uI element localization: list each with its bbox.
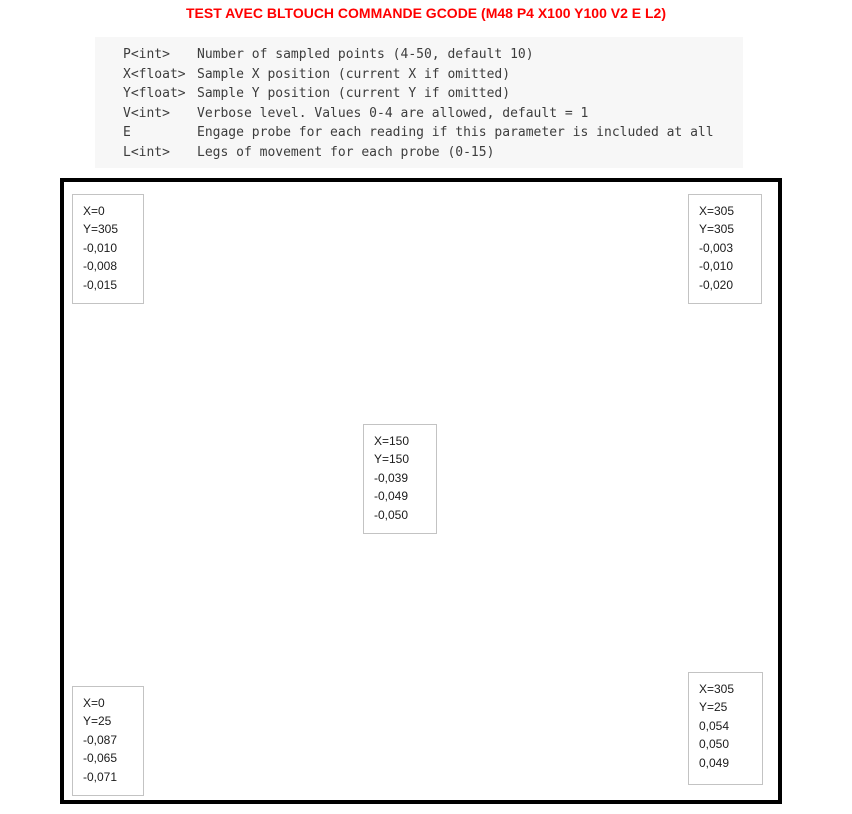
param-name: L<int> (123, 144, 170, 160)
probe-reading: -0,087 (83, 732, 118, 747)
probe-reading: -0,039 (374, 470, 409, 485)
probe-reading: 0,050 (699, 737, 730, 752)
probe-coord-x: X=305 (699, 204, 735, 218)
param-row-e (123, 123, 743, 143)
probe-reading: -0,003 (699, 240, 734, 255)
probe-reading: 0,054 (699, 718, 730, 733)
probe-point-top-right (688, 194, 762, 304)
gcode-parameter-legend (95, 37, 743, 168)
probe-reading: -0,020 (699, 277, 734, 292)
probe-reading: 0,049 (699, 755, 730, 770)
probe-coord-y: Y=150 (374, 452, 410, 467)
probe-coord-y: Y=305 (699, 222, 735, 237)
probe-point-top-left (72, 194, 144, 304)
probe-reading: -0,049 (374, 489, 409, 504)
param-description: Verbose level. Values 0-4 are allowed, default = 1 (197, 105, 589, 121)
probe-point-bottom-right (688, 672, 763, 785)
param-name: Y<float> (123, 86, 186, 102)
probe-reading: -0,010 (699, 259, 734, 274)
param-description: Sample Y position (current Y if omitted) (197, 86, 511, 102)
probe-coord-y: Y=25 (83, 714, 112, 729)
probe-reading: -0,010 (83, 240, 118, 255)
probe-reading: -0,015 (83, 277, 118, 292)
probe-coord-y: Y=305 (83, 222, 119, 237)
probe-coord-y: Y=25 (699, 700, 728, 715)
param-name: P<int> (123, 47, 170, 62)
param-description: Sample X position (current X if omitted) (197, 66, 511, 82)
page-title: TEST AVEC BLTOUCH COMMANDE GCODE (M48 P4 X100 Y100 V2 E L2) (186, 5, 666, 21)
probe-coord-x: X=305 (699, 682, 735, 696)
param-row-v (123, 104, 743, 124)
param-row-y (123, 84, 743, 104)
param-row-l (123, 143, 743, 163)
bed-diagram (60, 178, 782, 804)
probe-reading: -0,050 (374, 507, 409, 522)
probe-point-center (363, 424, 437, 534)
param-row-p (123, 45, 743, 65)
probe-coord-x: X=150 (374, 434, 410, 448)
probe-reading: -0,065 (83, 751, 118, 766)
probe-point-bottom-left (72, 686, 144, 796)
param-description: Engage probe for each reading if this parameter is included at all (197, 125, 714, 141)
probe-reading: -0,071 (83, 769, 118, 784)
param-row-x (123, 65, 743, 85)
param-name: X<float> (123, 66, 186, 82)
probe-reading: -0,008 (83, 259, 118, 274)
param-name: V<int> (123, 105, 170, 121)
param-description: Number of sampled points (4-50, default 10) (197, 47, 534, 62)
probe-coord-x: X=0 (83, 696, 105, 710)
param-name: E (123, 125, 131, 141)
probe-coord-x: X=0 (83, 204, 105, 218)
param-description: Legs of movement for each probe (0-15) (197, 144, 495, 160)
